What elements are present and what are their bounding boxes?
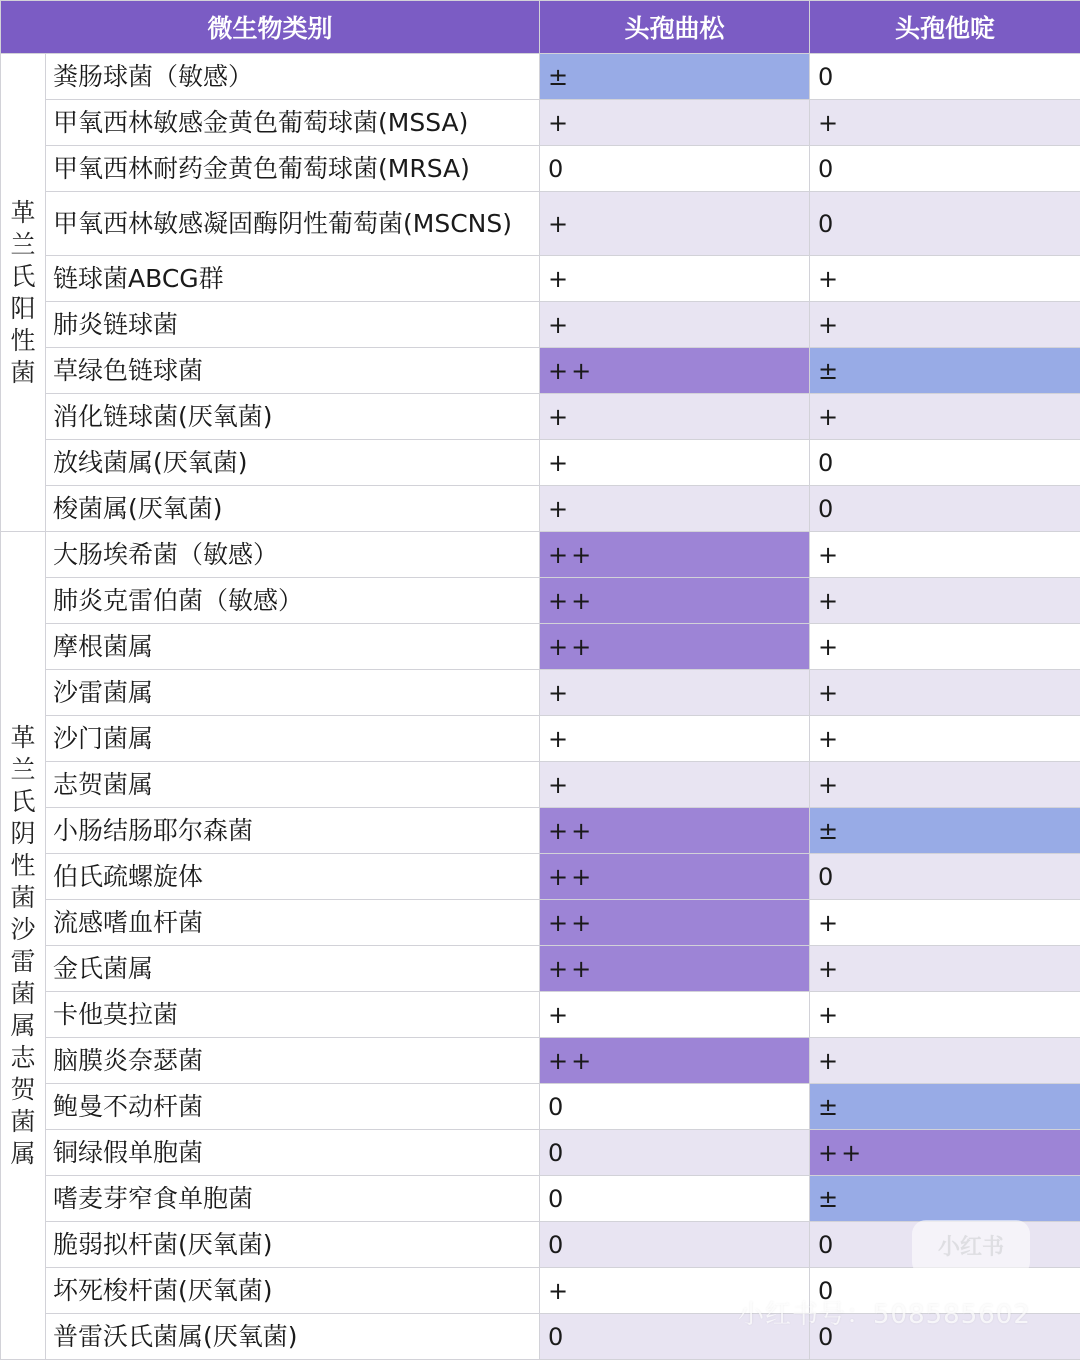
table-row: [1, 762, 1080, 808]
drug-b-value: ±: [810, 1176, 1080, 1222]
organism-name: 坏死梭杆菌(厌氧菌): [46, 1268, 540, 1314]
organism-name: 粪肠球菌（敏感）: [46, 54, 540, 100]
organism-name: 沙门菌属: [46, 716, 540, 762]
table-row: [1, 900, 1080, 946]
drug-b-value: +: [810, 394, 1080, 440]
drug-a-value: 0: [540, 1130, 810, 1176]
organism-name: 卡他莫拉菌: [46, 992, 540, 1038]
group-label-text: 革兰氏阳性菌: [10, 197, 36, 389]
drug-a-value: +: [540, 670, 810, 716]
organism-name: 小肠结肠耶尔森菌: [46, 808, 540, 854]
header-category: 微生物类别: [1, 1, 540, 54]
group-label-text: 革兰氏阴性菌沙雷菌属志贺菌属: [10, 722, 36, 1170]
drug-a-value: ++: [540, 1038, 810, 1084]
drug-b-value: 0: [810, 486, 1080, 532]
table-row: [1, 532, 1080, 578]
organism-name: 甲氧西林耐药金黄色葡萄球菌(MRSA): [46, 146, 540, 192]
organism-name: 甲氧西林敏感金黄色葡萄球菌(MSSA): [46, 100, 540, 146]
table-body: [1, 54, 1080, 1360]
table-row: [1, 1130, 1080, 1176]
organism-name: 摩根菌属: [46, 624, 540, 670]
table-row: [1, 1176, 1080, 1222]
drug-b-value: +: [810, 992, 1080, 1038]
drug-b-value: 0: [810, 1268, 1080, 1314]
drug-a-value: +: [540, 762, 810, 808]
organism-name: 肺炎链球菌: [46, 302, 540, 348]
table-row: [1, 256, 1080, 302]
drug-b-value: +: [810, 100, 1080, 146]
organism-name: 大肠埃希菌（敏感）: [46, 532, 540, 578]
drug-a-value: +: [540, 100, 810, 146]
organism-name: 梭菌属(厌氧菌): [46, 486, 540, 532]
drug-a-value: ++: [540, 532, 810, 578]
drug-a-value: +: [540, 192, 810, 256]
table-row: [1, 670, 1080, 716]
organism-name: 鲍曼不动杆菌: [46, 1084, 540, 1130]
drug-b-value: +: [810, 624, 1080, 670]
drug-b-value: +: [810, 1038, 1080, 1084]
organism-name: 嗜麦芽窄食单胞菌: [46, 1176, 540, 1222]
header-drug-a: 头孢曲松: [540, 1, 810, 54]
drug-b-value: ±: [810, 1084, 1080, 1130]
drug-b-value: 0: [810, 1314, 1080, 1360]
drug-b-value: 0: [810, 854, 1080, 900]
organism-name: 伯氏疏螺旋体: [46, 854, 540, 900]
drug-b-value: +: [810, 762, 1080, 808]
organism-name: 普雷沃氏菌属(厌氧菌): [46, 1314, 540, 1360]
drug-b-value: ++: [810, 1130, 1080, 1176]
drug-a-value: 0: [540, 1314, 810, 1360]
organism-name: 沙雷菌属: [46, 670, 540, 716]
table-row: [1, 146, 1080, 192]
drug-a-value: +: [540, 486, 810, 532]
table-row: [1, 192, 1080, 256]
drug-a-value: ++: [540, 900, 810, 946]
drug-a-value: 0: [540, 1084, 810, 1130]
drug-b-value: +: [810, 256, 1080, 302]
drug-a-value: +: [540, 716, 810, 762]
drug-a-value: +: [540, 992, 810, 1038]
organism-name: 铜绿假单胞菌: [46, 1130, 540, 1176]
drug-b-value: 0: [810, 54, 1080, 100]
table-row: [1, 1084, 1080, 1130]
table-row: [1, 578, 1080, 624]
table-row: [1, 486, 1080, 532]
group-label: [1, 532, 46, 1360]
drug-b-value: 0: [810, 146, 1080, 192]
organism-name: 草绿色链球菌: [46, 348, 540, 394]
table-row: [1, 440, 1080, 486]
drug-a-value: +: [540, 394, 810, 440]
table-row: [1, 808, 1080, 854]
table-row: [1, 624, 1080, 670]
table-row: [1, 54, 1080, 100]
organism-name: 脆弱拟杆菌(厌氧菌): [46, 1222, 540, 1268]
table-row: [1, 854, 1080, 900]
drug-a-value: ++: [540, 854, 810, 900]
drug-a-value: +: [540, 256, 810, 302]
organism-name: 甲氧西林敏感凝固酶阴性葡萄菌(MSCNS): [46, 192, 540, 256]
organism-name: 肺炎克雷伯菌（敏感）: [46, 578, 540, 624]
organism-name: 脑膜炎奈瑟菌: [46, 1038, 540, 1084]
group-label: [1, 54, 46, 532]
table-row: [1, 348, 1080, 394]
drug-a-value: 0: [540, 1176, 810, 1222]
drug-a-value: 0: [540, 1222, 810, 1268]
table-row: [1, 100, 1080, 146]
organism-name: 放线菌属(厌氧菌): [46, 440, 540, 486]
drug-a-value: 0: [540, 146, 810, 192]
table-row: [1, 394, 1080, 440]
watermark-logo: 小红书: [912, 1220, 1030, 1276]
watermark-id: 小红书号：508585602: [738, 1294, 1031, 1331]
organism-name: 金氏菌属: [46, 946, 540, 992]
table-row: [1, 992, 1080, 1038]
organism-name: 流感嗜血杆菌: [46, 900, 540, 946]
table-row: [1, 716, 1080, 762]
drug-b-value: +: [810, 302, 1080, 348]
drug-b-value: +: [810, 946, 1080, 992]
organism-name: 链球菌ABCG群: [46, 256, 540, 302]
drug-a-value: ++: [540, 348, 810, 394]
organism-name: 消化链球菌(厌氧菌): [46, 394, 540, 440]
drug-a-value: ++: [540, 578, 810, 624]
drug-b-value: +: [810, 578, 1080, 624]
table-row: [1, 302, 1080, 348]
drug-a-value: ±: [540, 54, 810, 100]
table-row: [1, 946, 1080, 992]
drug-a-value: ++: [540, 946, 810, 992]
drug-b-value: +: [810, 532, 1080, 578]
drug-b-value: +: [810, 670, 1080, 716]
drug-a-value: +: [540, 440, 810, 486]
table-row: [1, 1038, 1080, 1084]
drug-b-value: 0: [810, 192, 1080, 256]
drug-b-value: ±: [810, 348, 1080, 394]
drug-b-value: 0: [810, 440, 1080, 486]
drug-a-value: ++: [540, 624, 810, 670]
drug-b-value: ±: [810, 808, 1080, 854]
header-drug-b: 头孢他啶: [810, 1, 1080, 54]
drug-a-value: ++: [540, 808, 810, 854]
drug-a-value: +: [540, 1268, 810, 1314]
drug-a-value: +: [540, 302, 810, 348]
drug-b-value: +: [810, 716, 1080, 762]
organism-name: 志贺菌属: [46, 762, 540, 808]
drug-b-value: +: [810, 900, 1080, 946]
table-header-row: [1, 1, 1080, 54]
drug-b-value: 0: [810, 1222, 1080, 1268]
